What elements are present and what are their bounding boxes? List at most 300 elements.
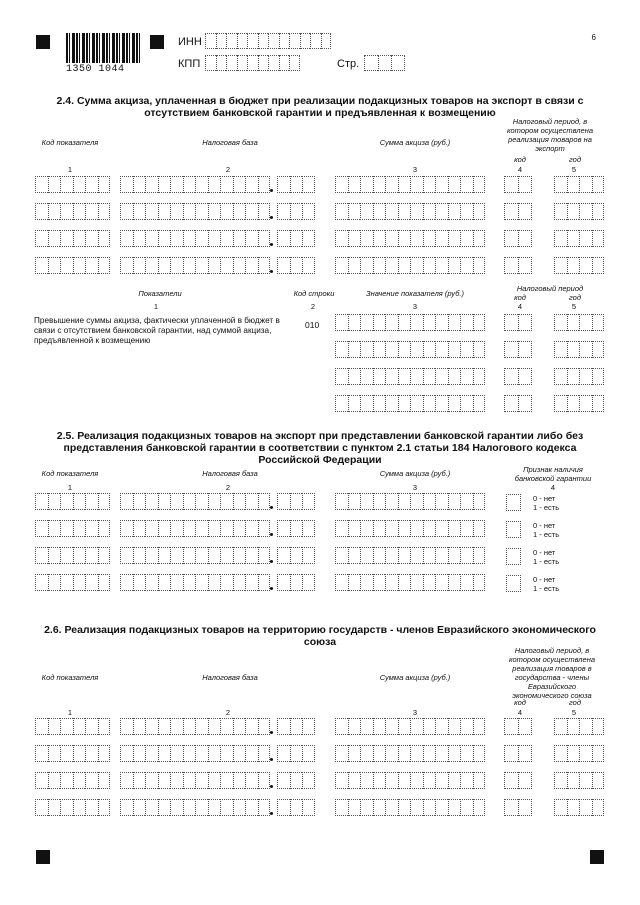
char-cell[interactable]: [220, 203, 233, 220]
char-cell[interactable]: [435, 574, 448, 591]
char-cell[interactable]: [567, 395, 580, 412]
char-cell[interactable]: [120, 230, 133, 247]
s26-period-year-field[interactable]: [554, 718, 604, 735]
char-cell[interactable]: [398, 257, 411, 274]
char-cell[interactable]: [385, 368, 398, 385]
char-cell[interactable]: [460, 368, 473, 385]
char-cell[interactable]: [133, 493, 146, 510]
char-cell[interactable]: [518, 230, 532, 247]
char-cell[interactable]: [360, 230, 373, 247]
char-cell[interactable]: [279, 33, 290, 49]
char-cell[interactable]: [435, 547, 448, 564]
char-cell[interactable]: [98, 493, 111, 510]
char-cell[interactable]: [145, 203, 158, 220]
char-cell[interactable]: [145, 176, 158, 193]
char-cell[interactable]: [410, 176, 423, 193]
char-cell[interactable]: [60, 230, 73, 247]
char-cell[interactable]: [195, 745, 208, 762]
char-cell[interactable]: [335, 745, 348, 762]
char-cell[interactable]: [258, 547, 271, 564]
char-cell[interactable]: [448, 230, 461, 247]
period-code-field[interactable]: [504, 176, 532, 193]
char-cell[interactable]: [208, 176, 221, 193]
char-cell[interactable]: [245, 718, 258, 735]
char-cell[interactable]: [245, 799, 258, 816]
char-cell[interactable]: [35, 257, 48, 274]
tax-base-field[interactable]: [120, 203, 270, 220]
char-cell[interactable]: [73, 257, 86, 274]
char-cell[interactable]: [473, 574, 486, 591]
char-cell[interactable]: [348, 718, 361, 735]
char-cell[interactable]: [73, 230, 86, 247]
char-cell[interactable]: [423, 520, 436, 537]
char-cell[interactable]: [245, 257, 258, 274]
char-cell[interactable]: [120, 257, 133, 274]
char-cell[interactable]: [423, 547, 436, 564]
s25-excise-sum-field[interactable]: [335, 520, 485, 537]
s25-tax-base-field[interactable]: [120, 574, 270, 591]
char-cell[interactable]: [183, 745, 196, 762]
char-cell[interactable]: [554, 314, 567, 331]
char-cell[interactable]: [145, 547, 158, 564]
char-cell[interactable]: [183, 203, 196, 220]
char-cell[interactable]: [35, 799, 48, 816]
char-cell[interactable]: [567, 745, 580, 762]
char-cell[interactable]: [335, 176, 348, 193]
char-cell[interactable]: [310, 33, 321, 49]
char-cell[interactable]: [460, 745, 473, 762]
char-cell[interactable]: [85, 718, 98, 735]
char-cell[interactable]: [335, 341, 348, 358]
char-cell[interactable]: [258, 574, 271, 591]
char-cell[interactable]: [448, 772, 461, 789]
char-cell[interactable]: [360, 395, 373, 412]
char-cell[interactable]: [592, 745, 605, 762]
char-cell[interactable]: [220, 520, 233, 537]
char-cell[interactable]: [360, 176, 373, 193]
char-cell[interactable]: [208, 547, 221, 564]
char-cell[interactable]: [592, 230, 605, 247]
char-cell[interactable]: [233, 176, 246, 193]
char-cell[interactable]: [473, 341, 486, 358]
char-cell[interactable]: [335, 203, 348, 220]
char-cell[interactable]: [233, 520, 246, 537]
char-cell[interactable]: [518, 718, 532, 735]
kpp-field[interactable]: [205, 55, 300, 71]
char-cell[interactable]: [504, 176, 518, 193]
char-cell[interactable]: [398, 493, 411, 510]
char-cell[interactable]: [423, 314, 436, 331]
char-cell[interactable]: [567, 772, 580, 789]
sub-period-year-field[interactable]: [554, 395, 604, 412]
char-cell[interactable]: [98, 547, 111, 564]
char-cell[interactable]: [592, 718, 605, 735]
char-cell[interactable]: [373, 799, 386, 816]
char-cell[interactable]: [410, 493, 423, 510]
page-field[interactable]: [364, 55, 405, 71]
char-cell[interactable]: [133, 520, 146, 537]
char-cell[interactable]: [158, 745, 171, 762]
char-cell[interactable]: [554, 745, 567, 762]
char-cell[interactable]: [567, 368, 580, 385]
char-cell[interactable]: [158, 257, 171, 274]
char-cell[interactable]: [205, 55, 216, 71]
s25-indicator-code-field[interactable]: [35, 520, 110, 537]
char-cell[interactable]: [460, 341, 473, 358]
indicator-code-field[interactable]: [35, 203, 110, 220]
char-cell[interactable]: [133, 257, 146, 274]
char-cell[interactable]: [435, 314, 448, 331]
char-cell[interactable]: [145, 772, 158, 789]
s25-tax-base-fraction-field[interactable]: [277, 493, 315, 510]
char-cell[interactable]: [473, 493, 486, 510]
char-cell[interactable]: [73, 203, 86, 220]
char-cell[interactable]: [60, 520, 73, 537]
char-cell[interactable]: [554, 230, 567, 247]
char-cell[interactable]: [302, 203, 315, 220]
char-cell[interactable]: [35, 772, 48, 789]
s26-indicator-code-field[interactable]: [35, 718, 110, 735]
char-cell[interactable]: [120, 718, 133, 735]
char-cell[interactable]: [48, 547, 61, 564]
char-cell[interactable]: [158, 799, 171, 816]
char-cell[interactable]: [435, 520, 448, 537]
char-cell[interactable]: [73, 547, 86, 564]
char-cell[interactable]: [290, 493, 303, 510]
char-cell[interactable]: [504, 718, 518, 735]
s26-tax-base-field[interactable]: [120, 772, 270, 789]
s25-indicator-code-field[interactable]: [35, 574, 110, 591]
s26-period-year-field[interactable]: [554, 799, 604, 816]
char-cell[interactable]: [233, 493, 246, 510]
s26-period-code-field[interactable]: [504, 772, 532, 789]
char-cell[interactable]: [448, 547, 461, 564]
char-cell[interactable]: [98, 203, 111, 220]
char-cell[interactable]: [145, 718, 158, 735]
char-cell[interactable]: [60, 745, 73, 762]
char-cell[interactable]: [504, 772, 518, 789]
char-cell[interactable]: [448, 799, 461, 816]
char-cell[interactable]: [518, 203, 532, 220]
char-cell[interactable]: [220, 257, 233, 274]
char-cell[interactable]: [289, 55, 300, 71]
char-cell[interactable]: [385, 176, 398, 193]
char-cell[interactable]: [448, 574, 461, 591]
char-cell[interactable]: [385, 341, 398, 358]
char-cell[interactable]: [348, 574, 361, 591]
char-cell[interactable]: [277, 520, 290, 537]
char-cell[interactable]: [208, 520, 221, 537]
char-cell[interactable]: [158, 520, 171, 537]
char-cell[interactable]: [518, 745, 532, 762]
char-cell[interactable]: [398, 230, 411, 247]
char-cell[interactable]: [385, 574, 398, 591]
char-cell[interactable]: [170, 230, 183, 247]
char-cell[interactable]: [290, 574, 303, 591]
char-cell[interactable]: [335, 395, 348, 412]
char-cell[interactable]: [335, 799, 348, 816]
char-cell[interactable]: [133, 718, 146, 735]
char-cell[interactable]: [245, 493, 258, 510]
char-cell[interactable]: [460, 493, 473, 510]
s26-period-code-field[interactable]: [504, 745, 532, 762]
s25-indicator-code-field[interactable]: [35, 493, 110, 510]
char-cell[interactable]: [504, 395, 518, 412]
char-cell[interactable]: [378, 55, 392, 71]
char-cell[interactable]: [48, 493, 61, 510]
char-cell[interactable]: [233, 203, 246, 220]
char-cell[interactable]: [567, 341, 580, 358]
char-cell[interactable]: [158, 547, 171, 564]
indicator-value-field[interactable]: [335, 395, 485, 412]
char-cell[interactable]: [579, 745, 592, 762]
char-cell[interactable]: [448, 176, 461, 193]
char-cell[interactable]: [60, 547, 73, 564]
char-cell[interactable]: [473, 257, 486, 274]
char-cell[interactable]: [335, 368, 348, 385]
char-cell[interactable]: [473, 176, 486, 193]
char-cell[interactable]: [85, 799, 98, 816]
char-cell[interactable]: [385, 395, 398, 412]
char-cell[interactable]: [423, 368, 436, 385]
char-cell[interactable]: [360, 203, 373, 220]
char-cell[interactable]: [373, 395, 386, 412]
inn-field[interactable]: [205, 33, 331, 49]
char-cell[interactable]: [410, 799, 423, 816]
s26-tax-base-field[interactable]: [120, 718, 270, 735]
char-cell[interactable]: [48, 230, 61, 247]
char-cell[interactable]: [554, 203, 567, 220]
char-cell[interactable]: [435, 745, 448, 762]
char-cell[interactable]: [518, 314, 532, 331]
s25-tax-base-fraction-field[interactable]: [277, 520, 315, 537]
char-cell[interactable]: [423, 395, 436, 412]
char-cell[interactable]: [73, 745, 86, 762]
char-cell[interactable]: [220, 176, 233, 193]
s25-tax-base-fraction-field[interactable]: [277, 574, 315, 591]
s26-tax-base-fraction-field[interactable]: [277, 772, 315, 789]
char-cell[interactable]: [170, 718, 183, 735]
char-cell[interactable]: [554, 257, 567, 274]
char-cell[interactable]: [220, 547, 233, 564]
char-cell[interactable]: [373, 230, 386, 247]
char-cell[interactable]: [360, 520, 373, 537]
char-cell[interactable]: [290, 745, 303, 762]
char-cell[interactable]: [290, 799, 303, 816]
char-cell[interactable]: [120, 574, 133, 591]
char-cell[interactable]: [360, 314, 373, 331]
char-cell[interactable]: [473, 799, 486, 816]
char-cell[interactable]: [579, 772, 592, 789]
char-cell[interactable]: [208, 203, 221, 220]
char-cell[interactable]: [73, 520, 86, 537]
char-cell[interactable]: [579, 718, 592, 735]
char-cell[interactable]: [133, 230, 146, 247]
char-cell[interactable]: [385, 772, 398, 789]
char-cell[interactable]: [183, 718, 196, 735]
char-cell[interactable]: [183, 520, 196, 537]
char-cell[interactable]: [183, 547, 196, 564]
char-cell[interactable]: [48, 520, 61, 537]
char-cell[interactable]: [410, 341, 423, 358]
char-cell[interactable]: [435, 368, 448, 385]
char-cell[interactable]: [385, 520, 398, 537]
char-cell[interactable]: [373, 341, 386, 358]
char-cell[interactable]: [335, 574, 348, 591]
char-cell[interactable]: [195, 772, 208, 789]
char-cell[interactable]: [348, 772, 361, 789]
char-cell[interactable]: [554, 176, 567, 193]
char-cell[interactable]: [423, 772, 436, 789]
char-cell[interactable]: [473, 718, 486, 735]
char-cell[interactable]: [133, 547, 146, 564]
char-cell[interactable]: [120, 799, 133, 816]
char-cell[interactable]: [277, 718, 290, 735]
excise-sum-field[interactable]: [335, 257, 485, 274]
char-cell[interactable]: [73, 718, 86, 735]
char-cell[interactable]: [435, 395, 448, 412]
s26-tax-base-fraction-field[interactable]: [277, 718, 315, 735]
char-cell[interactable]: [410, 574, 423, 591]
char-cell[interactable]: [233, 745, 246, 762]
char-cell[interactable]: [158, 493, 171, 510]
s25-excise-sum-field[interactable]: [335, 574, 485, 591]
char-cell[interactable]: [120, 493, 133, 510]
char-cell[interactable]: [98, 772, 111, 789]
char-cell[interactable]: [170, 772, 183, 789]
tax-base-fraction-field[interactable]: [277, 203, 315, 220]
char-cell[interactable]: [348, 745, 361, 762]
char-cell[interactable]: [289, 33, 300, 49]
char-cell[interactable]: [205, 33, 216, 49]
char-cell[interactable]: [348, 368, 361, 385]
excise-sum-field[interactable]: [335, 230, 485, 247]
char-cell[interactable]: [277, 799, 290, 816]
char-cell[interactable]: [85, 772, 98, 789]
char-cell[interactable]: [518, 395, 532, 412]
char-cell[interactable]: [360, 547, 373, 564]
char-cell[interactable]: [48, 574, 61, 591]
indicator-code-field[interactable]: [35, 257, 110, 274]
char-cell[interactable]: [473, 368, 486, 385]
s26-indicator-code-field[interactable]: [35, 745, 110, 762]
char-cell[interactable]: [460, 772, 473, 789]
char-cell[interactable]: [48, 203, 61, 220]
char-cell[interactable]: [410, 772, 423, 789]
char-cell[interactable]: [85, 493, 98, 510]
period-code-field[interactable]: [504, 257, 532, 274]
char-cell[interactable]: [133, 203, 146, 220]
char-cell[interactable]: [145, 493, 158, 510]
char-cell[interactable]: [208, 745, 221, 762]
char-cell[interactable]: [258, 799, 271, 816]
char-cell[interactable]: [85, 574, 98, 591]
char-cell[interactable]: [120, 176, 133, 193]
char-cell[interactable]: [208, 772, 221, 789]
char-cell[interactable]: [73, 772, 86, 789]
char-cell[interactable]: [73, 176, 86, 193]
s25-excise-sum-field[interactable]: [335, 547, 485, 564]
char-cell[interactable]: [504, 314, 518, 331]
char-cell[interactable]: [73, 493, 86, 510]
char-cell[interactable]: [348, 520, 361, 537]
char-cell[interactable]: [170, 176, 183, 193]
char-cell[interactable]: [245, 547, 258, 564]
char-cell[interactable]: [245, 203, 258, 220]
char-cell[interactable]: [290, 176, 303, 193]
char-cell[interactable]: [302, 520, 315, 537]
char-cell[interactable]: [360, 493, 373, 510]
char-cell[interactable]: [335, 520, 348, 537]
char-cell[interactable]: [373, 718, 386, 735]
s25-tax-base-field[interactable]: [120, 493, 270, 510]
char-cell[interactable]: [410, 520, 423, 537]
char-cell[interactable]: [348, 493, 361, 510]
char-cell[interactable]: [373, 745, 386, 762]
char-cell[interactable]: [567, 230, 580, 247]
char-cell[interactable]: [473, 745, 486, 762]
char-cell[interactable]: [373, 203, 386, 220]
char-cell[interactable]: [133, 176, 146, 193]
char-cell[interactable]: [258, 55, 269, 71]
char-cell[interactable]: [290, 520, 303, 537]
char-cell[interactable]: [373, 314, 386, 331]
char-cell[interactable]: [348, 314, 361, 331]
char-cell[interactable]: [348, 341, 361, 358]
char-cell[interactable]: [302, 230, 315, 247]
char-cell[interactable]: [518, 368, 532, 385]
char-cell[interactable]: [473, 314, 486, 331]
char-cell[interactable]: [302, 176, 315, 193]
char-cell[interactable]: [158, 176, 171, 193]
char-cell[interactable]: [398, 520, 411, 537]
char-cell[interactable]: [460, 395, 473, 412]
char-cell[interactable]: [423, 203, 436, 220]
char-cell[interactable]: [448, 718, 461, 735]
bank-guarantee-flag-field[interactable]: [506, 494, 521, 511]
s26-indicator-code-field[interactable]: [35, 799, 110, 816]
char-cell[interactable]: [410, 745, 423, 762]
char-cell[interactable]: [48, 718, 61, 735]
char-cell[interactable]: [448, 257, 461, 274]
char-cell[interactable]: [579, 230, 592, 247]
char-cell[interactable]: [448, 520, 461, 537]
char-cell[interactable]: [220, 574, 233, 591]
char-cell[interactable]: [398, 395, 411, 412]
char-cell[interactable]: [48, 745, 61, 762]
char-cell[interactable]: [73, 799, 86, 816]
char-cell[interactable]: [435, 772, 448, 789]
char-cell[interactable]: [460, 574, 473, 591]
char-cell[interactable]: [473, 772, 486, 789]
char-cell[interactable]: [435, 799, 448, 816]
char-cell[interactable]: [195, 718, 208, 735]
char-cell[interactable]: [385, 718, 398, 735]
char-cell[interactable]: [335, 547, 348, 564]
char-cell[interactable]: [592, 314, 605, 331]
period-code-field[interactable]: [504, 230, 532, 247]
char-cell[interactable]: [302, 745, 315, 762]
char-cell[interactable]: [348, 257, 361, 274]
s25-tax-base-field[interactable]: [120, 520, 270, 537]
char-cell[interactable]: [348, 230, 361, 247]
char-cell[interactable]: [554, 799, 567, 816]
s26-period-year-field[interactable]: [554, 745, 604, 762]
char-cell[interactable]: [579, 203, 592, 220]
char-cell[interactable]: [398, 368, 411, 385]
char-cell[interactable]: [423, 341, 436, 358]
char-cell[interactable]: [35, 493, 48, 510]
